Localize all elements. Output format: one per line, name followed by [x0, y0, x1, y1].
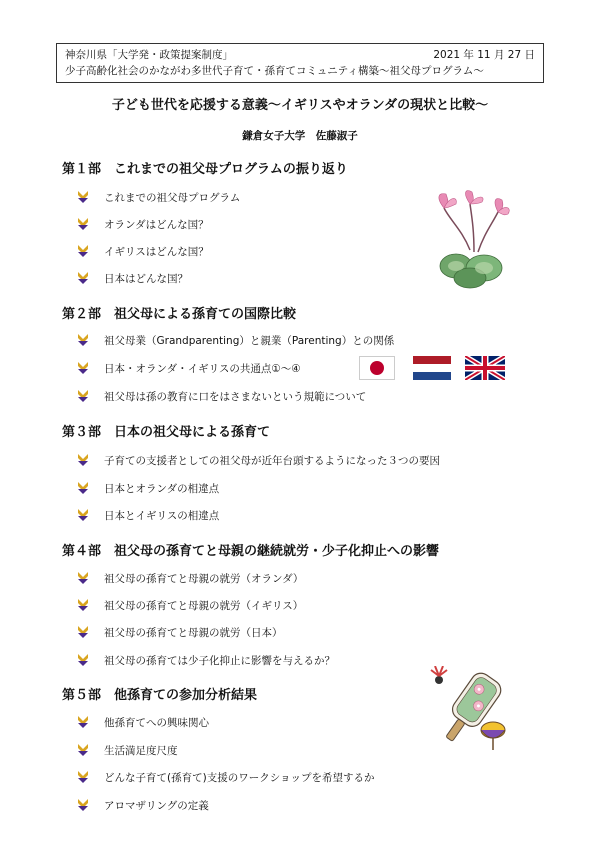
netherlands-flag-icon [413, 356, 451, 380]
section-title: 第２部 祖父母による孫育ての国際比較 [62, 307, 297, 322]
bullet-arrow-icon [76, 190, 90, 204]
bullet-arrow-icon [76, 217, 90, 231]
list-item [76, 243, 209, 259]
section-title: 第１部 これまでの祖父母プログラムの振り返り [62, 162, 348, 177]
list-item [76, 570, 303, 586]
list-item [76, 597, 303, 613]
list-item-text: 日本とオランダの相違点 [104, 482, 220, 495]
list-item [76, 360, 301, 376]
list-item-text: イギリスはどんな国？ [104, 245, 209, 258]
bullet-arrow-icon [76, 333, 90, 347]
list-item-text: 日本とイギリスの相違点 [104, 509, 220, 522]
list-item [76, 507, 219, 523]
bullet-arrow-icon [76, 770, 90, 784]
bullet-arrow-icon [76, 598, 90, 612]
header-date: 2021 年 11 月 27 日 [433, 49, 535, 61]
author: 鎌倉女子大学 佐藤淑子 [242, 130, 358, 142]
uk-flag-icon [465, 356, 505, 380]
list-item [76, 332, 394, 348]
bullet-arrow-icon [76, 481, 90, 495]
bullet-arrow-icon [76, 361, 90, 375]
list-item [76, 189, 240, 205]
list-item [76, 797, 209, 813]
list-item-text: どんな子育て(孫育て)支援のワークショップを希望するか [104, 771, 375, 784]
list-item-text: 祖父母業（Grandparenting）と親業（Parenting）との関係 [104, 334, 395, 347]
list-item-text: 日本・オランダ・イギリスの共通点①～④ [104, 362, 301, 375]
list-item-text: アロマザリングの定義 [104, 799, 209, 812]
cyclamen-flower-icon [432, 190, 512, 290]
list-item [76, 624, 283, 640]
list-item [76, 388, 366, 404]
list-item [76, 714, 209, 730]
list-item [76, 652, 335, 668]
list-item-text: 祖父母の孫育ては少子化抑止に影響を与えるか？ [104, 654, 335, 667]
list-item-text: 他孫育てへの興味関心 [104, 716, 209, 729]
list-item-text: 祖父母の孫育てと母親の就労（日本） [104, 626, 283, 639]
list-item-text: 祖父母の孫育てと母親の就労（オランダ） [104, 572, 304, 585]
battledore-hagoita-icon [425, 666, 515, 756]
bullet-arrow-icon [76, 571, 90, 585]
list-item [76, 452, 440, 468]
header-org: 神奈川県「大学発・政策提案制度」 [65, 49, 233, 61]
header-box [56, 43, 544, 83]
bullet-arrow-icon [76, 453, 90, 467]
bullet-arrow-icon [76, 244, 90, 258]
bullet-arrow-icon [76, 798, 90, 812]
list-item [76, 742, 178, 758]
japan-flag-icon [359, 356, 395, 380]
bullet-arrow-icon [76, 389, 90, 403]
section-title: 第４部 祖父母の孫育てと母親の継続就労・少子化抑止への影響 [62, 544, 440, 559]
list-item-text: 子育ての支援者としての祖父母が近年台頭するようになった３つの要因 [104, 454, 440, 467]
header-subtitle: 少子高齢化社会のかながわ多世代子育て・孫育てコミュニティ構築～祖父母プログラム～ [65, 65, 484, 77]
list-item [76, 270, 188, 286]
bullet-arrow-icon [76, 653, 90, 667]
list-item-text: 祖父母の孫育てと母親の就労（イギリス） [104, 599, 304, 612]
page-title: 子ども世代を応援する意義～イギリスやオランダの現状と比較～ [111, 98, 489, 113]
bullet-arrow-icon [76, 743, 90, 757]
bullet-arrow-icon [76, 271, 90, 285]
section-title: 第５部 他孫育ての参加分析結果 [62, 688, 258, 703]
list-item-text: 祖父母は孫の教育に口をはさまないという規範について [104, 390, 367, 403]
list-item [76, 769, 374, 785]
bullet-arrow-icon [76, 715, 90, 729]
list-item-text: 生活満足度尺度 [104, 744, 178, 757]
list-item [76, 216, 209, 232]
bullet-arrow-icon [76, 625, 90, 639]
list-item-text: これまでの祖父母プログラム [104, 191, 241, 204]
section-title: 第３部 日本の祖父母による孫育て [62, 425, 271, 440]
list-item [76, 480, 219, 496]
header-row [65, 47, 535, 63]
list-item-text: オランダはどんな国？ [104, 218, 209, 231]
list-item-text: 日本はどんな国？ [104, 272, 188, 285]
bullet-arrow-icon [76, 508, 90, 522]
